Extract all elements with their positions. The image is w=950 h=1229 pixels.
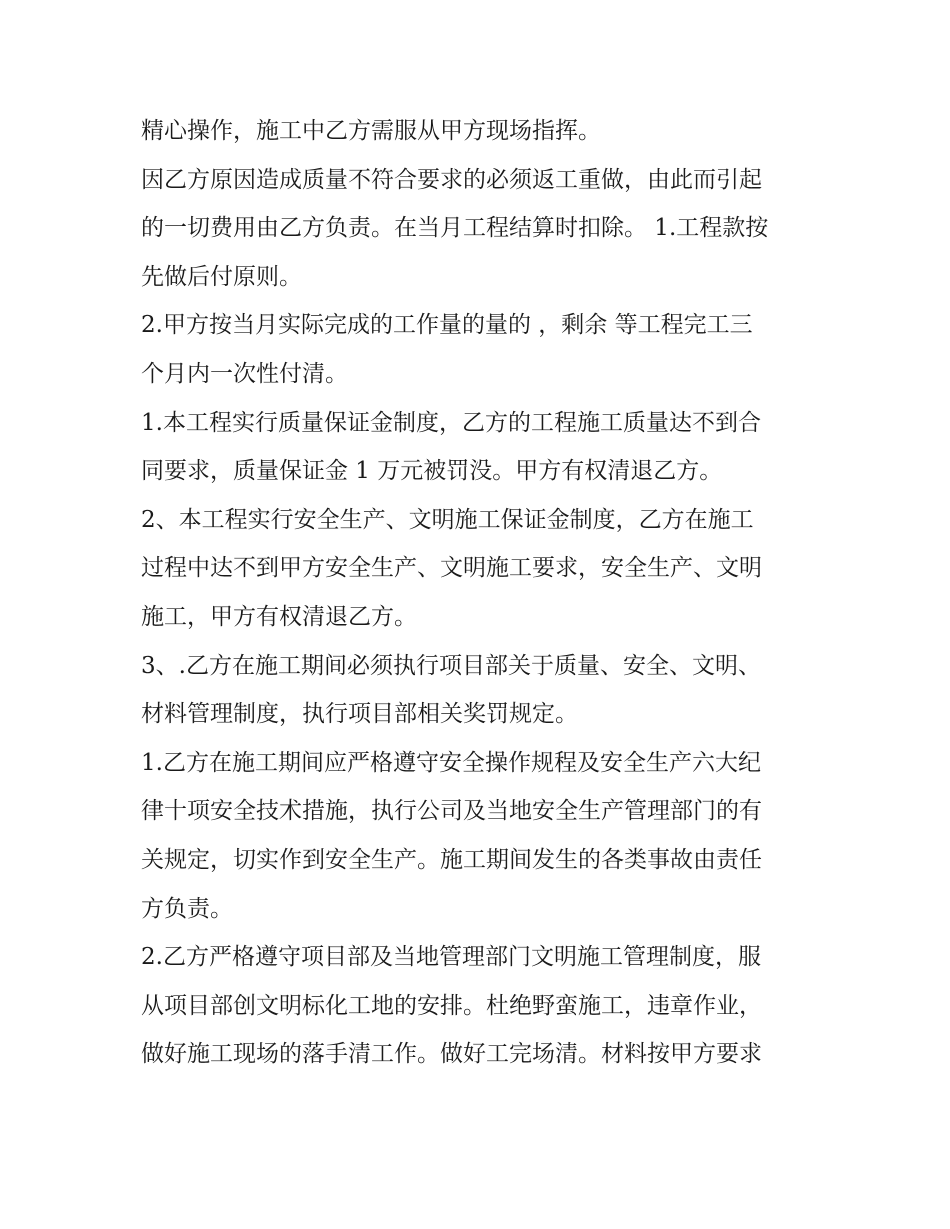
text-line-9: 2、本工程实行安全生产、文明施工保证金制度，乙方在施工	[141, 506, 754, 533]
text-line-5: 2.甲方按当月实际完成的工作量的量的 ，剩余 等工程完工三	[141, 312, 753, 339]
text-line-3: 的一切费用由乙方负责。在当月工程结算时扣除。 1.工程款按	[141, 215, 769, 242]
contract-text-body	[141, 107, 821, 1079]
text-line-20: 做好施工现场的落手清工作。做好工完场清。材料按甲方要求	[141, 1041, 762, 1068]
text-line-1: 精心操作，施工中乙方需服从甲方现场指挥。	[141, 118, 601, 144]
text-line-14: 1.乙方在施工期间应严格遵守安全操作规程及安全生产六大纪	[141, 749, 761, 776]
text-line-11: 施工，甲方有权清退乙方。	[141, 603, 417, 630]
text-line-10: 过程中达不到甲方安全生产、文明施工要求，安全生产、文明	[141, 555, 762, 582]
text-line-2: 因乙方原因造成质量不符合要求的必须返工重做，由此而引起	[141, 166, 762, 193]
text-line-19: 从项目部创文明标化工地的安排。杜绝野蛮施工，违章作业，	[141, 992, 762, 1019]
text-line-16: 关规定，切实作到安全生产。施工期间发生的各类事故由责任	[141, 846, 762, 873]
text-line-7: 1.本工程实行质量保证金制度，乙方的工程施工质量达不到合	[141, 409, 761, 436]
text-line-4: 先做后付原则。	[141, 263, 302, 290]
text-line-17: 方负责。	[141, 895, 233, 922]
text-line-6: 个月内一次性付清。	[141, 360, 348, 387]
text-line-15: 律十项安全技术措施，执行公司及当地安全生产管理部门的有	[141, 798, 762, 825]
text-line-18: 2.乙方严格遵守项目部及当地管理部门文明施工管理制度，服	[141, 944, 761, 971]
text-line-13: 材料管理制度，执行项目部相关奖罚规定。	[141, 701, 578, 728]
text-line-8: 同要求，质量保证金 1 万元被罚没。甲方有权清退乙方。	[141, 458, 723, 485]
text-line-12: 3、.乙方在施工期间必须执行项目部关于质量、安全、文明、	[141, 652, 761, 679]
